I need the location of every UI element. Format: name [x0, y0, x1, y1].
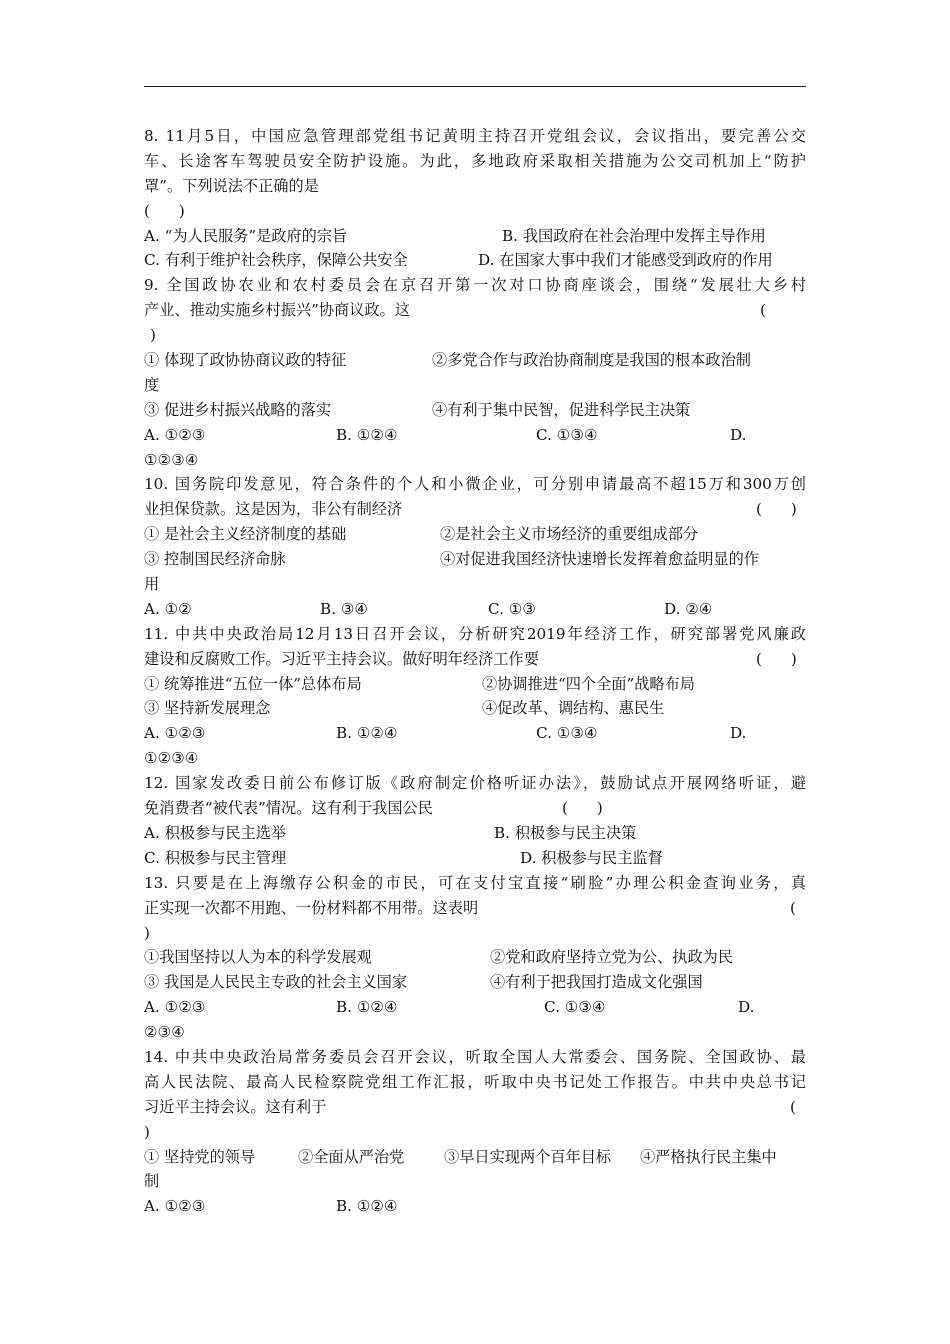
- stem-text: 正实现一次都不用跑、一份材料都不用带。这表明: [144, 898, 479, 917]
- question-stem-line: 8. 11月5日，中国应急管理部党组书记黄明主持召开党组会议，会议指出，要完善公交: [144, 127, 806, 145]
- answer-paren-close: [144, 323, 806, 348]
- option-c: C. ①③④: [536, 724, 598, 743]
- stem-text: 业担保贷款。这是因为，非公有制经济: [144, 500, 403, 519]
- option-c: C. ①③: [488, 599, 536, 618]
- statement-3: ③ 坚持新发展理念: [144, 699, 271, 718]
- option-c: C. ①③④: [544, 998, 606, 1017]
- statement-row: [144, 547, 806, 572]
- option-a: A. ①②③: [144, 425, 206, 444]
- statement-3: ③ 我国是人民民主专政的社会主义国家: [144, 973, 408, 992]
- statement-continuation: 度: [144, 375, 160, 394]
- statement-4: ④对促进我国经济快速增长发挥着愈益明显的作: [440, 550, 759, 569]
- statement-row: [144, 522, 806, 547]
- option-d: D.: [730, 724, 747, 743]
- option-a: A. ①②③: [144, 724, 206, 743]
- statement-3: ③早日实现两个百年目标: [444, 1147, 612, 1166]
- question-stem-line: 14. 中共中央政治局常务委员会召开会议，听取全国人大常委会、国务院、全国政协、最: [144, 1047, 806, 1066]
- question-stem-line: 车、长途客车驾驶员安全防护设施。为此，多地政府采取相关措施为公交司机加上“防护: [144, 151, 806, 170]
- option-a: A. ①②: [144, 599, 192, 618]
- question-stem-line: 12. 国家发改委日前公布修订版《政府制定价格听证办法》，鼓励试点开展网络听证，避: [144, 774, 806, 793]
- option-c: C. 积极参与民主管理: [144, 848, 287, 867]
- option-d: D. 在国家大事中我们才能感受到政府的作用: [478, 251, 773, 270]
- question-stem-line: 罩”。下列说法不正确的是: [144, 176, 319, 195]
- statement-2: ②是社会主义市场经济的重要组成部分: [440, 525, 699, 544]
- option-continuation: ①②③④: [144, 749, 199, 768]
- question-11: [144, 622, 806, 771]
- statement-4: ④促改革、调结构、惠民生: [482, 699, 665, 718]
- statement-1: ① 统筹推进“五位一体”总体布局: [144, 674, 362, 693]
- question-13: [144, 871, 806, 1045]
- question-stem-line: 10. 国务院印发意见，符合条件的个人和小微企业，可分别申请最高不超15万和300万创: [144, 475, 806, 494]
- statement-4: ④有利于把我国打造成文化强国: [490, 973, 703, 992]
- question-9: [144, 273, 806, 472]
- question-stem-line: [144, 298, 806, 323]
- question-stem-line: [144, 497, 806, 522]
- statement-row: [144, 398, 806, 423]
- option-d: D. 积极参与民主监督: [520, 848, 663, 867]
- option-row: [144, 721, 806, 746]
- option-d: D.: [730, 425, 747, 444]
- answer-paren-close: ): [144, 923, 150, 942]
- option-continuation: ①②③④: [144, 450, 199, 469]
- header-rule: [144, 86, 806, 87]
- question-10: [144, 472, 806, 621]
- statement-row: [144, 672, 806, 697]
- statement-continuation: 制: [144, 1172, 160, 1191]
- statement-4: ④严格执行民主集中: [640, 1147, 777, 1166]
- option-c: C. 有利于维护社会秩序，保障公共安全: [144, 251, 408, 270]
- question-stem-line: [144, 796, 806, 821]
- answer-parentheses: ( ): [144, 201, 185, 220]
- option-row: [144, 224, 806, 249]
- question-stem-line: [144, 647, 806, 672]
- question-12: [144, 771, 806, 871]
- option-continuation: ②③④: [144, 1023, 185, 1042]
- statement-continuation: 用: [144, 575, 160, 594]
- option-d: D. ②④: [664, 599, 713, 618]
- option-a: A. ①②③: [144, 998, 206, 1017]
- stem-text: 习近平主持会议。这有利于: [144, 1097, 327, 1116]
- question-14: [144, 1045, 806, 1219]
- option-b: B. ①②④: [336, 425, 398, 444]
- statement-row: [144, 945, 806, 970]
- option-c: C. ①③④: [536, 425, 598, 444]
- option-b: B. 积极参与民主决策: [494, 823, 637, 842]
- option-row: [144, 995, 806, 1020]
- statement-3: ③ 控制国民经济命脉: [144, 550, 286, 569]
- answer-parentheses: ( ): [756, 649, 797, 668]
- option-row: [144, 248, 806, 273]
- statement-1: ① 体现了政协协商议政的特征: [144, 351, 347, 370]
- statement-2: ②协调推进“四个全面”战略布局: [482, 674, 695, 693]
- option-b: B. ③④: [320, 599, 369, 618]
- question-stem-line: [144, 896, 806, 921]
- question-stem-line: 11. 中共中央政治局12月13日召开会议，分析研究2019年经济工作，研究部署党风廉政: [144, 624, 806, 643]
- question-stem-line: 高人民法院、最高人民检察院党组工作汇报，听取中央书记处工作报告。中共中央总书记: [144, 1072, 806, 1091]
- statement-1: ① 坚持党的领导: [144, 1147, 256, 1166]
- option-b: B. ①②④: [336, 998, 398, 1017]
- option-row: [144, 597, 806, 622]
- option-a: A. ①②③: [144, 1197, 206, 1216]
- stem-text: 免消费者“被代表”情况。这有利于我国公民: [144, 799, 433, 818]
- stem-text: 建设和反腐败工作。习近平主持会议。做好明年经济工作要: [144, 649, 539, 668]
- statement-1: ① 是社会主义经济制度的基础: [144, 525, 347, 544]
- statement-4: ④有利于集中民智，促进科学民主决策: [432, 400, 691, 419]
- question-8: [144, 124, 806, 273]
- answer-paren-close-text: ): [150, 326, 156, 345]
- option-row: [144, 1194, 806, 1219]
- statement-2: ②全面从严治党: [298, 1147, 405, 1166]
- option-a: A. 积极参与民主选举: [144, 823, 287, 842]
- answer-parentheses: ( ): [562, 799, 603, 818]
- question-stem-line: 9. 全国政协农业和农村委员会在京召开第一次对口协商座谈会，围绕“发展壮大乡村: [144, 276, 806, 295]
- option-b: B. ①②④: [336, 1197, 398, 1216]
- statement-row: [144, 1145, 806, 1170]
- statement-3: ③ 促进乡村振兴战略的落实: [144, 400, 332, 419]
- statement-2: ②党和政府坚持立党为公、执政为民: [490, 948, 733, 967]
- stem-text: 产业、推动实施乡村振兴”协商议政。这: [144, 301, 410, 320]
- answer-paren-open: (: [790, 898, 796, 917]
- option-row: [144, 821, 806, 846]
- statement-2: ②多党合作与政治协商制度是我国的根本政治制: [432, 351, 751, 370]
- question-stem-line: 13. 只要是在上海缴存公积金的市民，可在支付宝直接“刷脸”办理公积金查询业务，真: [144, 873, 806, 892]
- option-a: A. “为人民服务”是政府的宗旨: [144, 226, 348, 245]
- option-d: D.: [738, 998, 755, 1017]
- option-row: [144, 423, 806, 448]
- exam-page: [144, 124, 806, 1219]
- statement-row: [144, 696, 806, 721]
- option-b: B. ①②④: [336, 724, 398, 743]
- statement-row: [144, 970, 806, 995]
- answer-paren-open: (: [760, 301, 766, 320]
- statement-1: ①我国坚持以人为本的科学发展观: [144, 948, 372, 967]
- answer-paren-open: (: [790, 1097, 796, 1116]
- option-b: B. 我国政府在社会治理中发挥主导作用: [502, 226, 766, 245]
- option-row: [144, 846, 806, 871]
- answer-parentheses: ( ): [756, 500, 797, 519]
- statement-row: [144, 348, 806, 373]
- answer-paren-close: ): [144, 1122, 150, 1141]
- question-stem-line: [144, 1095, 806, 1120]
